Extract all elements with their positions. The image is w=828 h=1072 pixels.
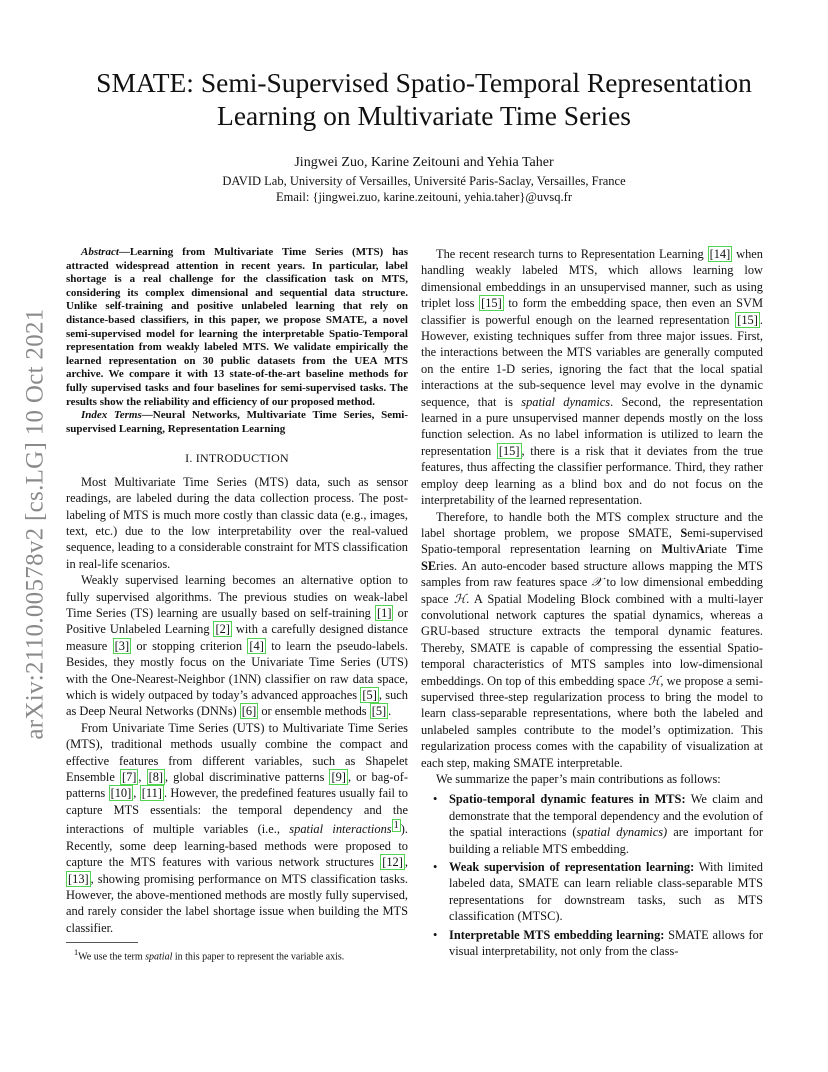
- left-column: [66, 246, 408, 964]
- citation-link[interactable]: [8]: [148, 770, 164, 785]
- citation-link[interactable]: [10]: [110, 786, 132, 801]
- citation-link[interactable]: [9]: [331, 770, 346, 785]
- text-span: when handling weakly labeled MTS, which allows learning low dimensional embeddings in an unsupervised manner, such as using triplet loss: [421, 247, 763, 311]
- text-span: We use the term: [78, 951, 146, 963]
- text-span: , there is a risk that it deviates from the true features, thus affecting the classifier performance. Third, they rather employ deep learning as a blind box and do not focus on the interpretability of the learned representation.: [421, 443, 763, 508]
- citation-link[interactable]: [15]: [481, 296, 502, 311]
- citation-link[interactable]: [6]: [241, 704, 257, 719]
- text-span: ). Recently, some deep learning-based methods were proposed to capture the MTS features with various network structures: [66, 822, 408, 870]
- citation-link[interactable]: [11]: [141, 786, 162, 801]
- text-span: with a carefully designed distance measure: [66, 622, 408, 653]
- footnote-mark: 1: [74, 948, 79, 958]
- text-span: , we propose a semi-supervised three-step regularization process to bring the model to learn class-separable representations, where both the labeled and unlabeled samples contribute to the model’s optimization. This regularization process comes with the capability of visualization at each step, making SMATE interpretable.: [421, 673, 763, 770]
- text-span: riate: [704, 542, 737, 557]
- arxiv-identifier-stamp: [20, 294, 52, 754]
- text-span: emi-supervised Spatio-temporal representation learning on: [421, 525, 763, 557]
- text-span: to form the embedding space, then even an SVM classifier is powerful enough on the learned representation: [421, 296, 763, 327]
- text-span: From Univariate Time Series (UTS) to Multivariate Time Series (MTS), traditional methods usually combine the compact and effective features from different variables, such as Shapelet Ensemble: [66, 720, 408, 785]
- abstract-lead: Abstract: [81, 246, 119, 258]
- emphasis-text: spatial dynamics): [576, 825, 668, 840]
- text-span: or Positive Unlabeled Learning: [66, 605, 408, 637]
- text-span: With limited labeled data, SMATE can learn reliable class-separable MTS representations for downstream tasks, such as MTS classification (MTSC).: [449, 860, 763, 924]
- intro-paragraph-1: Most Multivariate Time Series (MTS) data, such as sensor readings, are labeled during the data collection process. The post-labeling of MTS is much more costly than classic data (e.g., images, text, etc.) due to the low interpretability over the real-valued sequence, leading to a considerable constraint for MTS classification in real-life scenarios.: [66, 474, 408, 571]
- text-span: . However, the predefined features usually fail to capture MTS essentials: the temporal dependency and the interactions of multiple variables (i.e.,: [66, 786, 408, 837]
- bullet-heading: Weak supervision of representation learning:: [449, 860, 695, 875]
- bullet-dot: •: [433, 792, 438, 807]
- text-span: , showing promising performance on MTS classification tasks. However, the above-mentioned methods are mostly fully supervised, and rarely consider the label shortage issue when building the MTS classifier.: [66, 871, 408, 935]
- text-span: ,: [138, 770, 147, 785]
- text-span: . However, existing techniques suffer from three major issues. First, the interactions between the MTS variables are generally computed on the entire 1-D series, ignoring the fact that the local spatial interactions at the sub-sequence level may evolve in the dynamic sequence, that is: [421, 312, 763, 409]
- citation-link[interactable]: [12]: [382, 855, 403, 870]
- emphasis-text: spatial: [145, 951, 173, 963]
- bold-letter: M: [661, 542, 674, 557]
- text-span: in this paper to represent the variable axis.: [172, 951, 345, 963]
- citation-link[interactable]: [5]: [362, 688, 377, 702]
- text-span: or ensemble methods: [258, 704, 370, 719]
- index-terms: [66, 409, 408, 436]
- right-paragraph-1: [421, 246, 763, 509]
- text-span: SMATE allows for visual interpretability, not only from the class-: [449, 927, 763, 959]
- abstract: [66, 246, 408, 409]
- right-column: [421, 246, 763, 961]
- section-heading-introduction: I. INTRODUCTION: [185, 451, 289, 466]
- text-span: ,: [133, 786, 140, 801]
- right-paragraph-3: We summarize the paper’s main contributions as follows:: [436, 772, 721, 786]
- citation-link[interactable]: [1]: [377, 605, 392, 620]
- citation-link[interactable]: [15]: [498, 443, 520, 458]
- citation-link[interactable]: [4]: [249, 638, 264, 653]
- abstract-text: —Learning from Multivariate Time Series (MTS) has attracted widespread attention in recent years. In particular, label shortage is a real challenge for the classification task on MTS, considering its complex dimensional and sequential data structure. Unlike self-training and positive unlabeled learning that rely on distance-based classifiers, in this paper, we propose SMATE, a novel semi-supervised model for learning the interpretable Spatio-Temporal representation from weakly labeled MTS. We validate empirically the learned representation on 30 public datasets from the UEA MTS archive. We compare it with 13 state-of-the-art baseline methods for fully supervised tasks and four baselines for semi-supervised tasks. The results show the reliability and efficiency of our proposed method.: [66, 246, 408, 408]
- text-span: are important for building a reliable MTS embedding.: [449, 825, 763, 856]
- text-span: or stopping criterion: [131, 638, 248, 653]
- list-item: [421, 859, 763, 925]
- text-span: , or bag-of-patterns: [66, 770, 408, 801]
- text-span: , global discriminative patterns: [165, 770, 330, 785]
- paper-title: [60, 66, 788, 132]
- text-span: .: [388, 704, 392, 719]
- list-item: [421, 927, 763, 960]
- title-line-1: SMATE: Semi-Supervised Spatio-Temporal Representation: [96, 67, 752, 98]
- bullet-dot: •: [433, 927, 438, 942]
- bold-letter: S: [680, 525, 688, 540]
- text-span: ,: [404, 855, 408, 870]
- text-span: Weakly supervised learning becomes an alternative option to fully supervised algorithms. The previous studies on weak-label Time Series (TS) learning are usually based on self-training: [66, 573, 408, 620]
- bullet-heading: Interpretable MTS embedding learning:: [449, 927, 665, 942]
- text-span: Therefore, to handle both the MTS complex structure and the label shortage problem, we propose SMATE,: [421, 509, 763, 540]
- math-symbol: ℋ: [453, 591, 467, 606]
- citation-link[interactable]: [2]: [215, 622, 230, 637]
- math-symbol: ℋ: [648, 673, 661, 688]
- bold-letter: A: [695, 542, 705, 557]
- text-span: to low dimensional embedding space: [421, 575, 763, 606]
- citation-link[interactable]: [5]: [371, 704, 387, 719]
- text-span: . Second, the representation learned in a pure unsupervised manner depends mostly on the loss function selection. As no label information is utilized to learn the representation: [421, 394, 763, 458]
- intro-paragraph-2: [66, 572, 408, 720]
- emphasis-text: spatial dynamics: [521, 394, 611, 409]
- text-span: ultiv: [673, 542, 696, 557]
- math-symbol: 𝒳: [591, 575, 603, 590]
- list-item: [421, 791, 763, 857]
- bold-letter: T: [736, 542, 745, 557]
- email: Email: {jingwei.zuo, karine.zeitouni, yehia.taher}@uvsq.fr: [276, 190, 572, 204]
- citation-link[interactable]: [7]: [121, 770, 137, 785]
- right-paragraph-2: [421, 509, 763, 772]
- index-terms-lead: Index Terms: [81, 409, 142, 422]
- authors: Jingwei Zuo, Karine Zeitouni and Yehia Taher: [294, 155, 554, 170]
- text-span: to learn the pseudo-labels. Besides, they mostly focus on the Univariate Time Series (UTS) with the One-Nearest-Neighbor (1NN) classifier on raw data space, which is widely outpaced by today’s advanced approaches: [66, 638, 408, 702]
- title-line-2: Learning on Multivariate Time Series: [217, 100, 631, 131]
- footnote-link[interactable]: 1: [393, 820, 399, 832]
- text-span: We claim and demonstrate that the temporal dependency and the evolution of the spatial interactions (: [449, 792, 763, 840]
- text-span: , such as Deep Neural Networks (DNNs): [66, 688, 408, 719]
- footnote-divider: [66, 942, 138, 943]
- arxiv-identifier: arXiv:2110.00578v2 [cs.LG] 10 Oct 2021: [22, 308, 49, 740]
- citation-link[interactable]: [14]: [709, 247, 731, 261]
- text-span: ime: [744, 542, 764, 557]
- footnote: [66, 947, 408, 963]
- affiliation: DAVID Lab, University of Versailles, Université Paris-Saclay, Versailles, France: [222, 174, 626, 188]
- bullet-dot: •: [433, 860, 438, 875]
- citation-link[interactable]: [13]: [68, 871, 89, 886]
- intro-paragraph-3: [66, 720, 408, 936]
- bold-letter: SE: [421, 558, 437, 573]
- text-span: . A Spatial Modeling Block combined with a multi-layer convolutional network captures the spatial dynamics, whereas a GRU-based structure extracts the temporal dynamic features. Thereby, SMATE is capable of compressing the essential Spatio-temporal characteristics of MTS samples into low-dimensional embeddings. On top of this embedding space: [421, 591, 763, 688]
- text-span: The recent research turns to Representation Learning: [436, 247, 708, 261]
- text-span: ries. An auto-encoder based structure allows mapping the MTS samples from raw features space: [421, 558, 763, 590]
- contributions-list: [421, 791, 763, 959]
- bullet-heading: Spatio-temporal dynamic features in MTS:: [449, 792, 686, 807]
- citation-link[interactable]: [3]: [114, 638, 130, 653]
- index-terms-text: —Neural Networks, Multivariate Time Series, Semi-supervised Learning, Representation Learning: [66, 409, 408, 435]
- citation-link[interactable]: [15]: [737, 312, 758, 327]
- emphasis-text: spatial interactions: [289, 822, 392, 837]
